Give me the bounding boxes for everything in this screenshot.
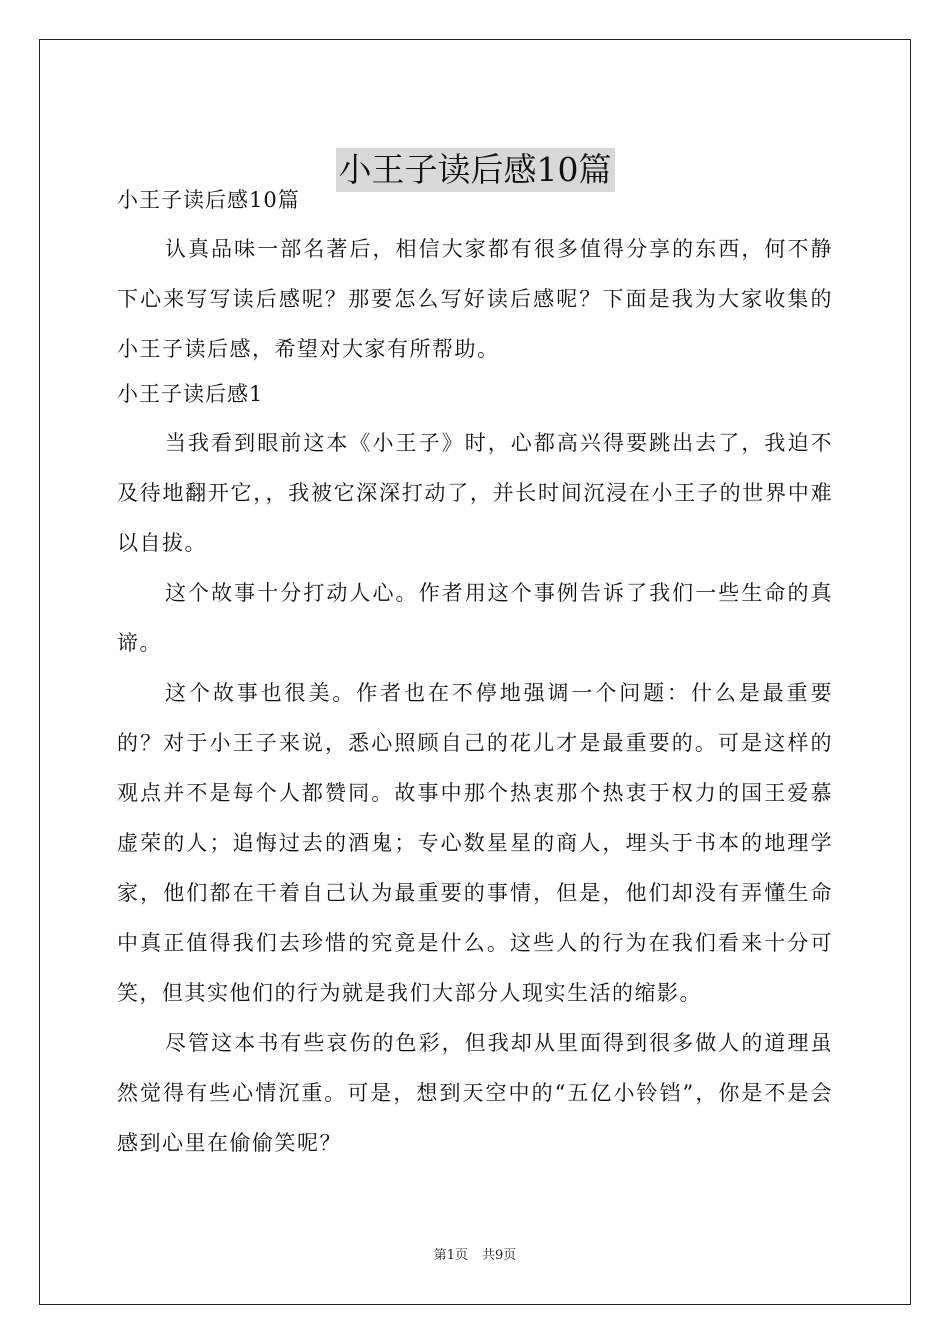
page-total: 共9页	[482, 1248, 517, 1263]
paragraph: 这个故事十分打动人心。作者用这个事例告诉了我们一些生命的真谛。	[117, 581, 833, 655]
paragraph: 这个故事也很美。作者也在不停地强调一个问题：什么是最重要的？对于小王子来说，悉心照顾自己的花儿才是最重要的。可是这样的观点并不是每个人都赞同。故事中那个热衷那个热衷于权力的国王爱慕虚荣的人；追悔过去的酒鬼；专心数星星的商人，埋头于书本的地理学家，他们都在干着自己认为最重要的事情，但是，他们却没有弄懂生命中真正值得我们去珍惜的究竟是什么。这些人的行为在我们看来十分可笑，但其实他们的行为就是我们大部分人现实生活的缩影。	[117, 681, 833, 1005]
paragraph: 尽管这本书有些哀伤的色彩，但我却从里面得到很多做人的道理虽然觉得有些心情沉重。可是，想到天空中的“五亿小铃铛”，你是不是会感到心里在偷偷笑呢？	[117, 1031, 833, 1155]
paragraph: 认真品味一部名著后，相信大家都有很多值得分享的东西，何不静下心来写写读后感呢？那要怎么写好读后感呢？下面是我为大家收集的小王子读后感，希望对大家有所帮助。	[117, 237, 833, 361]
document-title: 小王子读后感10篇	[336, 148, 615, 192]
page-footer	[0, 1244, 950, 1263]
document-body	[117, 180, 833, 1168]
section-heading: 小王子读后感1	[117, 382, 264, 406]
page-number: 第1页	[433, 1248, 468, 1263]
section-heading: 小王子读后感10篇	[117, 188, 300, 212]
paragraph: 当我看到眼前这本《小王子》时，心都高兴得要跳出去了，我迫不及待地翻开它，，我被它深深打动了，并长时间沉浸在小王子的世界中难以自拔。	[117, 431, 833, 555]
